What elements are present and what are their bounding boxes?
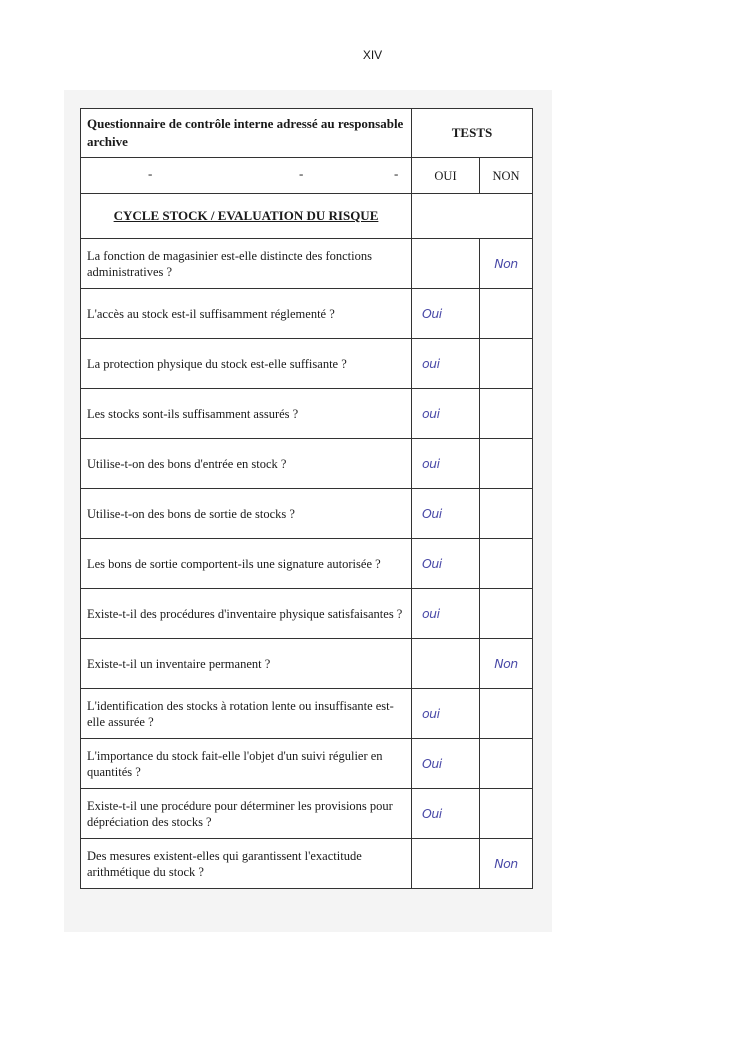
dash-mark: - [148, 166, 153, 181]
question-text: Utilise-t-on des bons d'entrée en stock ? [81, 439, 412, 489]
question-text: Existe-t-il une procédure pour déterminer les provisions pour dépréciation des stocks ? [81, 789, 412, 839]
question-text: Existe-t-il des procédures d'inventaire physique satisfaisantes ? [81, 589, 412, 639]
question-text: La protection physique du stock est-elle suffisante ? [81, 339, 412, 389]
oui-answer: Oui [412, 489, 480, 539]
oui-answer: oui [412, 439, 480, 489]
header-row [81, 109, 533, 158]
question-text: L'identification des stocks à rotation lente ou insuffisante est-elle assurée ? [81, 689, 412, 739]
oui-header: OUI [412, 158, 480, 194]
dash-mark: - [299, 166, 304, 181]
oui-answer: oui [412, 339, 480, 389]
question-row [81, 739, 533, 789]
oui-answer [412, 639, 480, 689]
section-row [81, 194, 533, 239]
non-answer [480, 789, 533, 839]
section-empty-cell [412, 194, 533, 239]
question-row [81, 789, 533, 839]
non-answer [480, 389, 533, 439]
questionnaire-table [80, 108, 533, 889]
dash-mark: - [394, 166, 399, 181]
non-answer: Non [480, 239, 533, 289]
tests-header: TESTS [412, 109, 533, 158]
question-row [81, 689, 533, 739]
question-text: La fonction de magasinier est-elle distincte des fonctions administratives ? [81, 239, 412, 289]
question-row [81, 489, 533, 539]
question-row [81, 839, 533, 889]
oui-answer: Oui [412, 289, 480, 339]
question-text: Les stocks sont-ils suffisamment assurés ? [81, 389, 412, 439]
question-text: L'accès au stock est-il suffisamment réglementé ? [81, 289, 412, 339]
non-answer [480, 289, 533, 339]
dash-cell [81, 158, 412, 194]
question-row [81, 539, 533, 589]
non-answer [480, 489, 533, 539]
question-row [81, 639, 533, 689]
oui-answer: oui [412, 689, 480, 739]
question-rows [81, 239, 533, 889]
question-row [81, 239, 533, 289]
question-row [81, 389, 533, 439]
non-answer [480, 689, 533, 739]
oui-answer: Oui [412, 789, 480, 839]
question-text: Les bons de sortie comportent-ils une signature autorisée ? [81, 539, 412, 589]
non-answer [480, 739, 533, 789]
oui-answer [412, 839, 480, 889]
non-answer [480, 539, 533, 589]
question-row [81, 439, 533, 489]
non-answer: Non [480, 639, 533, 689]
question-text: L'importance du stock fait-elle l'objet d'un suivi régulier en quantités ? [81, 739, 412, 789]
oui-answer: oui [412, 589, 480, 639]
question-text: Utilise-t-on des bons de sortie de stocks ? [81, 489, 412, 539]
question-row [81, 289, 533, 339]
page-number: XIV [362, 48, 383, 62]
non-answer: Non [480, 839, 533, 889]
oui-answer: Oui [412, 739, 480, 789]
oui-answer: oui [412, 389, 480, 439]
section-title: CYCLE STOCK / EVALUATION DU RISQUE [81, 194, 412, 239]
question-text: Existe-t-il un inventaire permanent ? [81, 639, 412, 689]
non-answer [480, 339, 533, 389]
questionnaire-title: Questionnaire de contrôle interne adressé au responsable archive [81, 109, 412, 158]
question-row [81, 339, 533, 389]
non-answer [480, 439, 533, 489]
question-text: Des mesures existent-elles qui garantissent l'exactitude arithmétique du stock ? [81, 839, 412, 889]
question-row [81, 589, 533, 639]
subheader-row [81, 158, 533, 194]
oui-answer: Oui [412, 539, 480, 589]
non-answer [480, 589, 533, 639]
non-header: NON [480, 158, 533, 194]
oui-answer [412, 239, 480, 289]
